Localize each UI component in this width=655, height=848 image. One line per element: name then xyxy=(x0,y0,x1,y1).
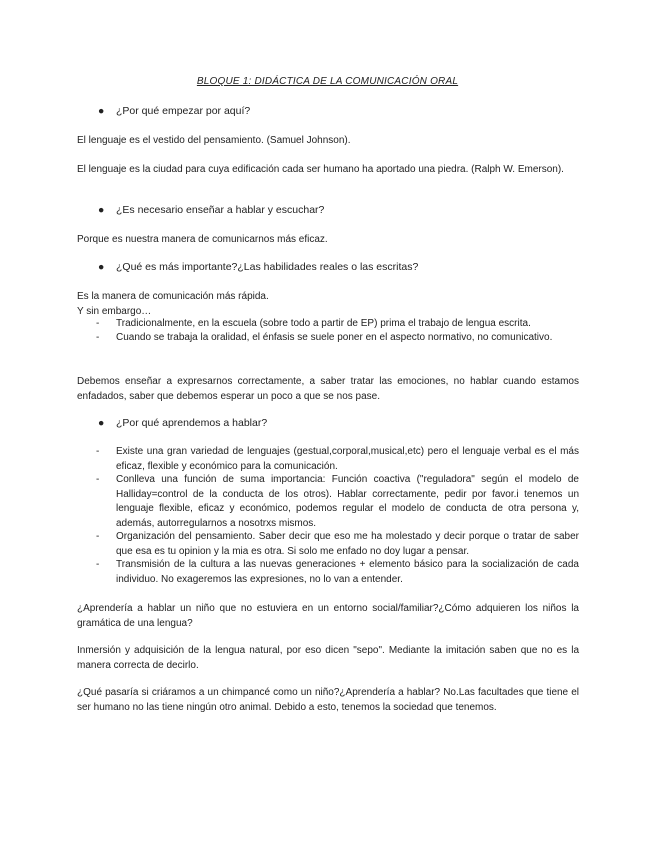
paragraph: ¿Qué pasaría si criáramos a un chimpancé como un niño?¿Aprendería a hablar? No.Las facultades que tiene el ser humano no las tiene ningún otro animal. Debido a esto, tenemos la sociedad que tenemos. xyxy=(77,687,579,713)
paragraph: Debemos enseñar a expresarnos correctamente, a saber tratar las emociones, no hablar cuando estamos enfadados, saber que debemos esperar un poco a que se nos pase. xyxy=(77,376,579,402)
list-item xyxy=(96,317,579,332)
paragraph: El lenguaje es el vestido del pensamiento. (Samuel Johnson). xyxy=(77,135,351,146)
paragraph: Inmersión y adquisición de la lengua natural, por eso dicen "sepo". Mediante la imitación saben que no es la manera correcta de decirlo. xyxy=(77,645,579,671)
list-item-text: Conlleva una función de suma importancia: Función coactiva ("reguladora" según el modelo de Halliday=control de la conducta de los otros). Hablar correctamente, pedir por favor.i tenemos un lenguaje flexible, eficaz y económico, podemos regular el modelo de conducta de otra persona y, además, autorregularnos a nosotrxs mismos. xyxy=(116,474,579,529)
bullet-marker: ● xyxy=(98,261,105,273)
dash-marker: - xyxy=(96,531,100,542)
list-item-text: Existe una gran variedad de lenguajes (gestual,corporal,musical,etc) pero el lenguaje verbal es el más eficaz, flexible y económico para la comunicación. xyxy=(116,446,579,472)
paragraph xyxy=(77,289,579,319)
question-text: ¿Por qué aprendemos a hablar? xyxy=(116,417,268,429)
paragraph: El lenguaje es la ciudad para cuya edificación cada ser humano ha aportado una piedra. (Ralph W. Emerson). xyxy=(77,164,564,175)
list-item xyxy=(96,445,579,474)
bullet-marker: ● xyxy=(98,105,105,117)
list-item xyxy=(96,530,579,559)
list-item xyxy=(96,558,579,587)
paragraph-line: Y sin embargo… xyxy=(77,306,152,317)
list-item-text: Cuando se trabaja la oralidad, el énfasis se suele poner en el aspecto normativo, no comunicativo. xyxy=(116,332,553,343)
list-item-text: Tradicionalmente, en la escuela (sobre todo a partir de EP) prima el trabajo de lengua escrita. xyxy=(116,318,531,329)
dash-marker: - xyxy=(96,446,100,457)
question-text: ¿Es necesario enseñar a hablar y escuchar? xyxy=(116,204,325,216)
paragraph: ¿Aprendería a hablar un niño que no estuviera en un entorno social/familiar?¿Cómo adquieren los niños la gramática de una lengua? xyxy=(77,603,579,629)
dash-marker: - xyxy=(96,474,100,485)
dash-marker: - xyxy=(96,318,100,329)
dash-marker: - xyxy=(96,332,100,343)
question-bullet xyxy=(98,203,324,218)
list-item-text: Transmisión de la cultura a las nuevas generaciones + elemento básico para la socialización de cada individuo. No exageremos las expresiones, no lo van a entender. xyxy=(116,559,579,585)
question-text: ¿Qué es más importante?¿Las habilidades reales o las escritas? xyxy=(116,261,419,273)
list-item xyxy=(96,331,579,346)
paragraph: Porque es nuestra manera de comunicarnos más eficaz. xyxy=(77,234,328,245)
list-item-text: Organización del pensamiento. Saber decir que eso me ha molestado y decir porque o tratar de saber que esa es tu opinion y la mia es otra. Si solo me enfado no doy lugar a pensar. xyxy=(116,531,579,557)
dash-marker: - xyxy=(96,559,100,570)
paragraph-line: Es la manera de comunicación más rápida. xyxy=(77,291,269,302)
bullet-marker: ● xyxy=(98,417,105,429)
question-bullet xyxy=(98,416,267,431)
question-bullet xyxy=(98,260,418,275)
list-item xyxy=(96,473,579,531)
bullet-marker: ● xyxy=(98,204,105,216)
page-title: BLOQUE 1: DIDÁCTICA DE LA COMUNICACIÓN ORAL xyxy=(196,76,459,87)
question-bullet xyxy=(98,104,250,119)
question-text: ¿Por qué empezar por aquí? xyxy=(116,105,251,117)
